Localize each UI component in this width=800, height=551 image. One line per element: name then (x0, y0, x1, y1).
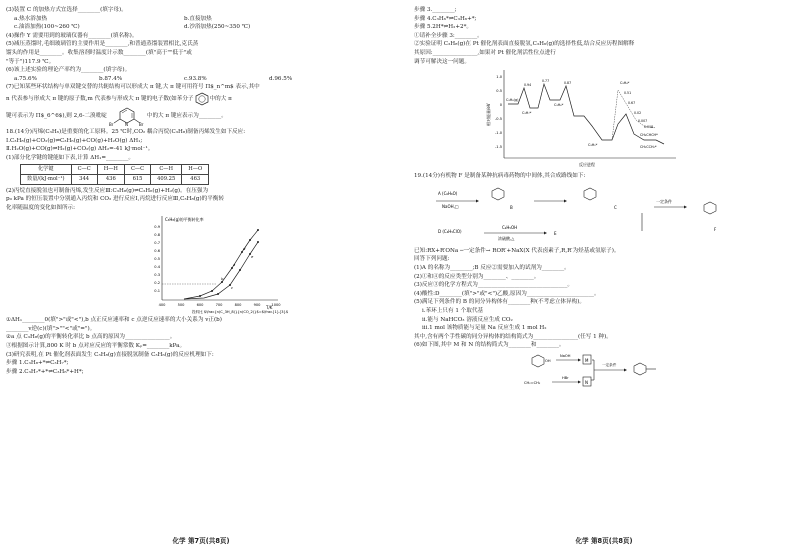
x-tick: 400 (158, 303, 166, 308)
q18-reaction-2: Ⅱ.H₂O(g)+CO(g)⇌H₂(g)+CO₂(g) ΔH₂=-41 kJ·mol⁻¹。 (6, 146, 154, 153)
arrow4-reagent: 一定条件 (656, 198, 672, 204)
right-page (408, 0, 800, 551)
option-d: d.沙浴加热(250~350 ℃) (184, 24, 251, 31)
y-tick: -0.5 (494, 117, 502, 122)
q17-7c (6, 106, 396, 126)
compound-d-label: D (C₄H₅ClO) (438, 228, 462, 234)
option-b: b.直接加热 (184, 15, 212, 22)
table-cell: 436 (97, 174, 124, 184)
marker (239, 269, 241, 271)
point-label: b (221, 276, 224, 282)
q17-6-options (6, 75, 396, 84)
scheme-row1 (436, 188, 717, 232)
option-a: a.75.6% (14, 75, 37, 82)
conversion-graph-svg (146, 212, 296, 316)
point-label: a (233, 262, 236, 268)
right-column (414, 6, 794, 390)
q19-6: (6)如下图,其中 M 和 N 的结构简式为________和________。 (414, 342, 565, 349)
energy-value: 0.67 (628, 101, 636, 106)
energy-value: 0.018 (644, 125, 654, 130)
q18-3-step1: 步骤 1.C₃H₈+*⇌C₃H₇*; (6, 360, 69, 367)
q18-2: (2)丙烷直接脱氢也可制备丙烯,发生反应Ⅲ:C₃H₈(g)⇌C₃H₆(g)+H₂(g)。在压强为 (6, 187, 209, 194)
q18-3-iib: 其原因:________________,如果对 Pt 催化剂活性位点进行 (414, 49, 556, 56)
energy-value: 0.007 (638, 119, 648, 124)
compound-a-label: A (C₆H₆O) (438, 190, 458, 196)
energy-value: 0.94 (524, 83, 532, 88)
q18-2-iii: ③根据图示计算,800 K 时 b 点对应反应的平衡常数 Kₚ=________kPa。 (6, 343, 186, 350)
y-tick: 0.7 (154, 241, 160, 246)
route-scheme (524, 350, 794, 390)
q17-4: (4)操作 Y 需要用到的玻璃仪器有________(填名称)。 (6, 32, 138, 39)
energy-value: 0.51 (624, 91, 632, 96)
bond-energy-table (20, 164, 209, 184)
graph-xlabel: 反应进程 (579, 162, 595, 168)
energy-profile-svg (484, 66, 684, 172)
marker (257, 241, 259, 243)
species-labels (506, 81, 658, 149)
q18-reaction-1: Ⅰ.C₃H₈(g)+CO₂(g)⇌C₃H₆(g)+CO(g)+H₂O(g) ΔH₁; (6, 137, 143, 144)
label-n: N (585, 379, 588, 385)
curve-markers (199, 229, 259, 297)
y-tick: 1.0 (496, 75, 502, 80)
table-row (21, 174, 209, 184)
phenol-structure-icon (532, 355, 544, 367)
species-label: C₃H₄* (620, 81, 630, 86)
y-tick: 0 (499, 103, 502, 108)
table-header-cell: C—H (151, 165, 182, 175)
graph-xunit: T/K (266, 305, 273, 311)
scheme-row2 (438, 225, 557, 241)
y-ticks (495, 75, 503, 149)
q17-3: (3)装置 C 的加热方式宜选择________(填字母)。 (6, 7, 127, 13)
x-tick: 700 (215, 303, 223, 308)
q18-3-iic: 调节可解决这一问题。 (414, 58, 470, 65)
option-c: c.油浴加热(100~260 ℃) (14, 24, 80, 31)
arrowhead (578, 380, 581, 383)
table-cell: 463 (182, 174, 209, 184)
point-label: c (231, 285, 234, 291)
q19-5-cond1: ⅰ.苯环上只有 1 个取代基 (422, 307, 484, 314)
species-label: C₃H₆* (554, 103, 564, 108)
arrowhead (684, 205, 687, 208)
q17-5c: "等于")117.9 ℃。 (6, 58, 55, 65)
table-header-cell: C—C (71, 165, 97, 175)
q19-given: 已知:RX+R′ONa ─一定条件→ ROR′+NaX(X 代表卤素子,R,R′为烃基或氢原子)。 (414, 247, 620, 254)
step3: 步骤 3.________; (414, 7, 457, 13)
table-cell: 409.25 (151, 174, 182, 184)
synthesis-scheme-svg (414, 181, 794, 247)
q18-2-ib: ________v逆(c)(填">""<"或"=")。 (6, 325, 96, 332)
q19-5-cond2: ⅱ.能与 NaHCO₃ 溶液反应生成 CO₂ (422, 316, 513, 323)
step4: 步骤 4.C₃H₆*⇌C₃H₆+*; (414, 15, 477, 22)
page-footer: 化学 第7页(共8页) (172, 537, 230, 545)
y-tick: 0.4 (154, 265, 160, 270)
species-label: C₃H₅* (588, 143, 598, 148)
y-tick: 0.6 (154, 249, 160, 254)
q19-2: (2)①和④的反应类型分别为________、________。 (414, 273, 540, 280)
curve-lower (184, 242, 258, 299)
species-label: CH₂CCH₂* (640, 145, 657, 150)
graph-ylabel: C₃H₈(g)的平衡转化率 (165, 217, 204, 223)
q17-5: (5)减压蒸馏时,毛细玻璃管的主要作用是________,和普通蒸馏装置相比,克氏蒸 (6, 41, 199, 48)
synthesis-scheme (414, 181, 794, 247)
label-m: M (585, 357, 589, 363)
q18-1: (1)部分化学键的键能如下表,计算 ΔH₁=________。 (6, 154, 135, 161)
arrowhead (624, 368, 627, 371)
page-footer: 化学 第8页(共8页) (575, 537, 633, 545)
y-tick: -1.0 (494, 131, 502, 136)
marker (199, 295, 201, 297)
marker (231, 267, 233, 269)
table-row (21, 165, 209, 175)
q17-7c-text2: 中的大 π 键应表示为________。 (146, 112, 227, 119)
arrowhead (564, 199, 567, 202)
compound-f-label: F (714, 226, 717, 232)
marker (241, 251, 243, 253)
q19-5: (5)满足下列条件的 B 的同分异构体有________种(不考虑立体异构)。 (414, 299, 585, 306)
curve-upper (184, 230, 258, 299)
q18-3-i: ①请补全步骤 3:________。 (414, 32, 483, 39)
ring-structure-icon (704, 202, 716, 214)
dibromopyridine-structure-icon (107, 106, 147, 126)
arrow1-reagent: NaOH,□ (442, 203, 459, 209)
y-ticks (154, 225, 160, 293)
species-label: C₃H₇* (522, 111, 532, 116)
table-row-label: 数量/(kJ·mol⁻¹) (21, 174, 72, 184)
svg-text:N: N (124, 121, 128, 126)
option-d: d.96.5% (269, 75, 293, 82)
route-scheme-svg (524, 350, 704, 390)
ring-structure-icon (492, 188, 504, 200)
table-cell: 344 (71, 174, 97, 184)
option-b: b.87.4% (99, 75, 123, 82)
oh-label: OH (545, 358, 551, 363)
table-header-cell: 化学键 (21, 165, 72, 175)
option-c: c.93.8% (184, 75, 207, 82)
point-labels (221, 246, 254, 290)
energy-value: 0.77 (542, 79, 550, 84)
marker (211, 290, 213, 292)
q19-5-cond3: ⅲ.1 mol 该物质能与足量 Na 反应生成 1 mol H₂ (422, 325, 547, 332)
q19-4: (4)酸性:D________(填">"或"<")乙酸,原因为________________________。 (414, 290, 600, 297)
arrowhead (476, 199, 479, 202)
benzene-structure-icon (194, 92, 210, 106)
q18-3-step2: 步骤 2.C₃H₇*+*⇌C₃H₆*+H*; (6, 368, 84, 375)
x-tick: 600 (196, 303, 204, 308)
q17-7: (7)已知某些环状结构与单双键交替的共轭结构可以形成大 π 键,大 π 键可用符号 Π$_n^m$ 表示,其中 (6, 84, 260, 91)
y-tick: -1.5 (494, 145, 502, 150)
q17-3-options-row2 (6, 23, 396, 32)
compound-b-label: B (510, 204, 513, 210)
x-ticks (159, 303, 282, 307)
q17-7b-text2: 中的大 π (209, 95, 232, 102)
q19-prompt: 回答下列问题: (414, 256, 450, 263)
y-tick: 0.1 (154, 289, 160, 294)
compound-e-label: E (554, 230, 557, 236)
q19-title: 19.(14分)有机物 F 是制备某种抗病毒药物的中间体,其合成路线如下: (414, 173, 586, 180)
q17-5b: 馏头的作用是________。收集溶剂时温度计示数________(填"高于""低于"或 (6, 49, 192, 56)
q18-3-ii: ②实验证明 C₃H₈(g)在 Pt 催化剂表面直接脱氢,C₃H₆(g)的选择性低,结合反应历程图解释 (414, 41, 635, 48)
q18-2c: 化率随温度的变化如图所示: (6, 204, 76, 211)
arrow3-condition: 浓硫酸,△ (498, 235, 515, 241)
species-label: CH₃CHCH* (640, 133, 658, 138)
q18-3: (3)研究表明,在 Pt 催化剂表面发生 C₃H₈(g)直接脱氢制备 C₃H₆(g)的反应机理如下: (6, 351, 214, 358)
table-header-cell: C—C (124, 165, 150, 175)
y-tick: 0.2 (154, 281, 160, 286)
graph-legend: 投料比 $\frac{n(C_3H_8)}{n(CO_2)}$=$\frac{1}{3}$ (192, 310, 289, 315)
energy-profile-graph (484, 66, 794, 172)
q17-6: (6)该上述实验的理论产率约为________(填字母)。 (6, 67, 131, 74)
compound-c-label: C (614, 204, 617, 210)
option-a: a.热水浴加热 (14, 15, 48, 22)
q18-2b: p₀ kPa 的恒压装置中分别通入丙烷和 CO₂ 进行反应Ⅰ,丙烷进行反应Ⅲ,C₃H₈(g)的平衡转 (6, 196, 225, 203)
q17-3-options-row1 (6, 15, 396, 24)
marker (217, 293, 219, 295)
x-tick: 1000 (271, 303, 281, 308)
y-tick: 0.5 (496, 89, 502, 94)
marker (249, 239, 251, 241)
ring-structure-icon (584, 188, 596, 200)
marker (221, 281, 223, 283)
reagent-naoh: NaOH (560, 353, 571, 358)
step5: 步骤 5.2H*⇌H₂+2*。 (414, 24, 472, 31)
reagent-condition: 一定条件 (602, 362, 617, 367)
graph-ylabel: 相对能量/eV (486, 103, 491, 127)
q19-5-b: 其中,含有两个手性碳的同分异构体的结构简式为________________(任写 1 种)。 (414, 333, 612, 340)
q19-1: (1)A 的名称为________;B 反应②需要加入的试剂为________。 (414, 264, 570, 271)
svg-text:Br: Br (138, 121, 144, 126)
x-tick: 900 (253, 303, 261, 308)
y-tick: 0.8 (154, 233, 160, 238)
q18-2-ii: ②a 点 C₃H₈(g)的平衡转化率比 b 点高的原因为________________。 (6, 334, 176, 341)
product-structure-icon (634, 363, 646, 375)
x-tick: 800 (234, 303, 242, 308)
q17-7c-text: 键可表示为 Π$_6^6$),则 2,6-二溴吡啶 (6, 112, 107, 119)
q17-7b (6, 92, 396, 106)
point-label: e (251, 254, 254, 260)
x-tick: 500 (177, 303, 185, 308)
ethylene-label: CH₂=CH₂ (524, 380, 541, 385)
table-cell: 615 (124, 174, 150, 184)
table-header-cell: H—H (97, 165, 124, 175)
y-tick: 0.5 (154, 257, 160, 262)
svg-text:Br: Br (108, 121, 114, 126)
energy-value: 0.02 (634, 111, 642, 116)
species-label: C₃H₈(g) (506, 98, 519, 103)
arrow3-reagent: C₂H₅OH (502, 224, 518, 230)
conversion-graph (146, 212, 396, 316)
arrowhead (544, 231, 547, 234)
q18-title: 18.(14分)丙烯(C₃H₆)是重要的化工原料。25 ℃时,CO₂ 耦合丙烷(C₃H₈)制备丙烯发生如下反应: (6, 128, 246, 135)
left-column (6, 6, 396, 376)
q17-7b-text: n 代表参与形成大 π 键的原子数,m 代表参与形成大 π 键的电子数(如苯分子 (6, 95, 194, 102)
marker (257, 229, 259, 231)
y-tick: 0.3 (154, 273, 160, 278)
q18-2-i: ①ΔH₁________0(填">"或"<"),b 点正反应速率和 c 点逆反应速率的大小关系为 v正(b) (6, 317, 222, 324)
arrowhead (578, 358, 581, 361)
y-tick: 0.9 (154, 225, 160, 230)
reagent-hbr: HBr (562, 375, 569, 380)
energy-value: 0.87 (564, 81, 572, 86)
table-header-cell: H—O (182, 165, 209, 175)
point-label: d (243, 246, 246, 252)
q19-3: (3)反应③的化学方程式为________________________________。 (414, 282, 573, 289)
